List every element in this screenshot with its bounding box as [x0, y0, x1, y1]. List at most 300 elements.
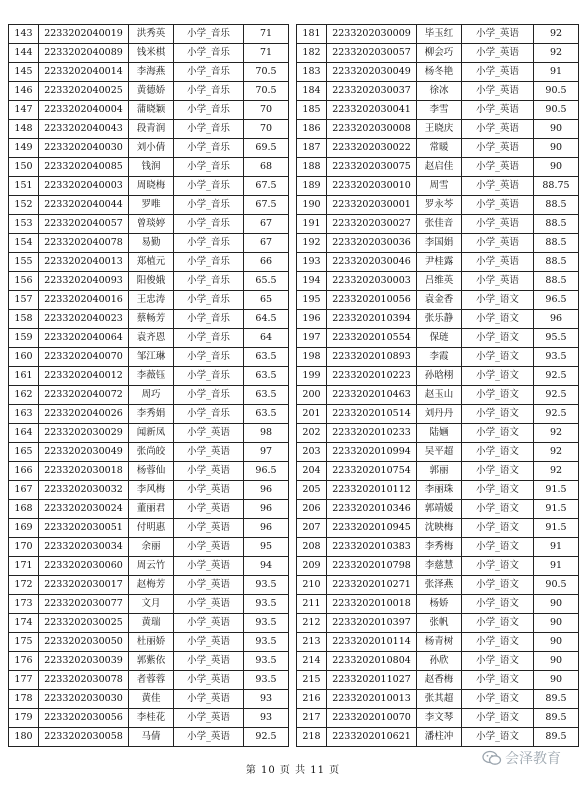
score-cell: 93 [244, 690, 289, 709]
score-table-left [8, 24, 289, 747]
row-number-cell: 201 [297, 405, 327, 424]
score-cell: 93.5 [244, 576, 289, 595]
subject-cell: 小学_英语 [462, 253, 534, 272]
exam-id-cell: 2233202010056 [327, 291, 417, 310]
score-cell: 91 [534, 557, 579, 576]
candidate-name-cell: 黄瑞 [129, 614, 174, 633]
candidate-name-cell: 周晓梅 [129, 177, 174, 196]
candidate-name-cell: 李风梅 [129, 481, 174, 500]
exam-id-cell: 2233202040003 [39, 177, 129, 196]
score-cell: 96 [244, 500, 289, 519]
subject-cell: 小学_语文 [462, 538, 534, 557]
candidate-name-cell: 蔡畅芳 [129, 310, 174, 329]
table-row [297, 101, 579, 120]
subject-cell: 小学_语文 [462, 671, 534, 690]
row-number-cell: 199 [297, 367, 327, 386]
score-cell: 97 [244, 443, 289, 462]
subject-cell: 小学_语文 [462, 424, 534, 443]
subject-cell: 小学_英语 [462, 158, 534, 177]
row-number-cell: 173 [9, 595, 39, 614]
score-cell: 70.5 [244, 82, 289, 101]
row-number-cell: 149 [9, 139, 39, 158]
subject-cell: 小学_英语 [174, 481, 244, 500]
candidate-name-cell: 李国娟 [417, 234, 462, 253]
subject-cell: 小学_语文 [462, 462, 534, 481]
table-row [297, 538, 579, 557]
row-number-cell: 145 [9, 63, 39, 82]
row-number-cell: 161 [9, 367, 39, 386]
table-row [9, 215, 289, 234]
row-number-cell: 187 [297, 139, 327, 158]
score-cell: 92 [534, 44, 579, 63]
candidate-name-cell: 董丽君 [129, 500, 174, 519]
subject-cell: 小学_音乐 [174, 158, 244, 177]
exam-id-cell: 2233202040043 [39, 120, 129, 139]
table-row [297, 386, 579, 405]
row-number-cell: 174 [9, 614, 39, 633]
exam-id-cell: 2233202040026 [39, 405, 129, 424]
exam-id-cell: 2233202040044 [39, 196, 129, 215]
table-row [297, 158, 579, 177]
score-cell: 66 [244, 253, 289, 272]
subject-cell: 小学_语文 [462, 633, 534, 652]
subject-cell: 小学_语文 [462, 690, 534, 709]
subject-cell: 小学_英语 [174, 652, 244, 671]
subject-cell: 小学_英语 [174, 709, 244, 728]
row-number-cell: 217 [297, 709, 327, 728]
candidate-name-cell: 李海燕 [129, 63, 174, 82]
row-number-cell: 178 [9, 690, 39, 709]
subject-cell: 小学_英语 [174, 671, 244, 690]
subject-cell: 小学_英语 [174, 633, 244, 652]
candidate-name-cell: 郭靖媛 [417, 500, 462, 519]
subject-cell: 小学_音乐 [174, 310, 244, 329]
subject-cell: 小学_音乐 [174, 348, 244, 367]
exam-id-cell: 2233202030049 [327, 63, 417, 82]
candidate-name-cell: 潘柱冲 [417, 728, 462, 747]
exam-id-cell: 2233202040078 [39, 234, 129, 253]
subject-cell: 小学_英语 [174, 500, 244, 519]
subject-cell: 小学_英语 [462, 63, 534, 82]
table-row [9, 728, 289, 747]
exam-id-cell: 2233202040025 [39, 82, 129, 101]
exam-id-cell: 2233202010018 [327, 595, 417, 614]
exam-id-cell: 2233202030037 [327, 82, 417, 101]
exam-id-cell: 2233202010798 [327, 557, 417, 576]
row-number-cell: 167 [9, 481, 39, 500]
exam-id-cell: 2233202030009 [327, 25, 417, 44]
row-number-cell: 155 [9, 253, 39, 272]
score-cell: 90.5 [534, 101, 579, 120]
table-row [297, 462, 579, 481]
subject-cell: 小学_英语 [174, 424, 244, 443]
candidate-name-cell: 刘小倩 [129, 139, 174, 158]
exam-id-cell: 2233202030050 [39, 633, 129, 652]
table-row [9, 63, 289, 82]
subject-cell: 小学_英语 [462, 139, 534, 158]
table-row [9, 424, 289, 443]
score-cell: 90 [534, 614, 579, 633]
score-cell: 96 [244, 481, 289, 500]
score-cell: 92 [534, 25, 579, 44]
candidate-name-cell: 郑植元 [129, 253, 174, 272]
candidate-name-cell: 闻新凤 [129, 424, 174, 443]
table-row [9, 329, 289, 348]
candidate-name-cell: 周雪 [417, 177, 462, 196]
row-number-cell: 192 [297, 234, 327, 253]
subject-cell: 小学_音乐 [174, 120, 244, 139]
score-table-right [296, 24, 579, 747]
row-number-cell: 183 [297, 63, 327, 82]
table-row [297, 120, 579, 139]
table-row [297, 196, 579, 215]
row-number-cell: 208 [297, 538, 327, 557]
table-row [9, 652, 289, 671]
exam-id-cell: 2233202030077 [39, 595, 129, 614]
row-number-cell: 176 [9, 652, 39, 671]
candidate-name-cell: 余丽 [129, 538, 174, 557]
score-cell: 88.5 [534, 196, 579, 215]
row-number-cell: 218 [297, 728, 327, 747]
candidate-name-cell: 杨冬艳 [417, 63, 462, 82]
candidate-name-cell: 李雪 [417, 101, 462, 120]
candidate-name-cell: 张泽燕 [417, 576, 462, 595]
subject-cell: 小学_音乐 [174, 405, 244, 424]
row-number-cell: 190 [297, 196, 327, 215]
score-cell: 91.5 [534, 500, 579, 519]
score-cell: 64 [244, 329, 289, 348]
score-table-right-body [297, 25, 579, 747]
row-number-cell: 212 [297, 614, 327, 633]
table-row [297, 139, 579, 158]
table-row [9, 291, 289, 310]
candidate-name-cell: 杨青树 [417, 633, 462, 652]
score-cell: 96.5 [244, 462, 289, 481]
candidate-name-cell: 赵玉山 [417, 386, 462, 405]
wechat-icon [482, 750, 502, 766]
subject-cell: 小学_英语 [462, 272, 534, 291]
score-cell: 90 [534, 139, 579, 158]
candidate-name-cell: 马倩 [129, 728, 174, 747]
table-row [9, 481, 289, 500]
subject-cell: 小学_语文 [462, 348, 534, 367]
subject-cell: 小学_英语 [462, 177, 534, 196]
row-number-cell: 194 [297, 272, 327, 291]
row-number-cell: 157 [9, 291, 39, 310]
table-row [9, 367, 289, 386]
subject-cell: 小学_英语 [462, 120, 534, 139]
exam-id-cell: 2233202030078 [39, 671, 129, 690]
score-cell: 67 [244, 234, 289, 253]
subject-cell: 小学_语文 [462, 443, 534, 462]
score-cell: 89.5 [534, 728, 579, 747]
score-cell: 94 [244, 557, 289, 576]
candidate-name-cell: 郭紫依 [129, 652, 174, 671]
subject-cell: 小学_英语 [462, 101, 534, 120]
row-number-cell: 216 [297, 690, 327, 709]
subject-cell: 小学_语文 [462, 614, 534, 633]
subject-cell: 小学_音乐 [174, 25, 244, 44]
score-cell: 68 [244, 158, 289, 177]
score-cell: 93.5 [534, 348, 579, 367]
candidate-name-cell: 钱米棋 [129, 44, 174, 63]
exam-id-cell: 2233202010013 [327, 690, 417, 709]
table-row [297, 405, 579, 424]
subject-cell: 小学_音乐 [174, 63, 244, 82]
exam-id-cell: 2233202010945 [327, 519, 417, 538]
score-cell: 89.5 [534, 690, 579, 709]
table-row [9, 196, 289, 215]
exam-id-cell: 2233202040057 [39, 215, 129, 234]
score-cell: 65.5 [244, 272, 289, 291]
table-row [9, 614, 289, 633]
row-number-cell: 205 [297, 481, 327, 500]
candidate-name-cell: 郭丽 [417, 462, 462, 481]
score-cell: 90 [534, 595, 579, 614]
score-cell: 90 [534, 633, 579, 652]
table-row [297, 272, 579, 291]
score-cell: 95.5 [534, 329, 579, 348]
row-number-cell: 159 [9, 329, 39, 348]
subject-cell: 小学_语文 [462, 728, 534, 747]
table-row [9, 348, 289, 367]
exam-id-cell: 2233202040016 [39, 291, 129, 310]
row-number-cell: 156 [9, 272, 39, 291]
exam-id-cell: 2233202010514 [327, 405, 417, 424]
score-cell: 92.5 [534, 386, 579, 405]
table-row [297, 728, 579, 747]
subject-cell: 小学_语文 [462, 386, 534, 405]
table-row [9, 671, 289, 690]
score-cell: 88.5 [534, 272, 579, 291]
exam-id-cell: 2233202030029 [39, 424, 129, 443]
row-number-cell: 215 [297, 671, 327, 690]
score-cell: 71 [244, 44, 289, 63]
row-number-cell: 162 [9, 386, 39, 405]
candidate-name-cell: 张佳音 [417, 215, 462, 234]
exam-id-cell: 2233202030001 [327, 196, 417, 215]
table-row [9, 690, 289, 709]
exam-id-cell: 2233202030027 [327, 215, 417, 234]
table-row [9, 557, 289, 576]
subject-cell: 小学_音乐 [174, 82, 244, 101]
row-number-cell: 188 [297, 158, 327, 177]
row-number-cell: 189 [297, 177, 327, 196]
score-cell: 96 [244, 519, 289, 538]
subject-cell: 小学_音乐 [174, 386, 244, 405]
exam-id-cell: 2233202030018 [39, 462, 129, 481]
row-number-cell: 147 [9, 101, 39, 120]
subject-cell: 小学_音乐 [174, 329, 244, 348]
candidate-name-cell: 杜丽娇 [129, 633, 174, 652]
subject-cell: 小学_英语 [462, 82, 534, 101]
candidate-name-cell: 张其超 [417, 690, 462, 709]
exam-id-cell: 2233202010383 [327, 538, 417, 557]
table-row [9, 44, 289, 63]
row-number-cell: 203 [297, 443, 327, 462]
row-number-cell: 202 [297, 424, 327, 443]
subject-cell: 小学_音乐 [174, 177, 244, 196]
exam-id-cell: 2233202030057 [327, 44, 417, 63]
score-cell: 93.5 [244, 595, 289, 614]
subject-cell: 小学_英语 [462, 234, 534, 253]
candidate-name-cell: 李慈慧 [417, 557, 462, 576]
table-row [9, 443, 289, 462]
table-row [297, 215, 579, 234]
candidate-name-cell: 洪秀英 [129, 25, 174, 44]
exam-id-cell: 2233202040089 [39, 44, 129, 63]
subject-cell: 小学_音乐 [174, 253, 244, 272]
row-number-cell: 165 [9, 443, 39, 462]
candidate-name-cell: 柳会巧 [417, 44, 462, 63]
row-number-cell: 196 [297, 310, 327, 329]
exam-id-cell: 2233202030075 [327, 158, 417, 177]
candidate-name-cell: 孙晗栩 [417, 367, 462, 386]
score-cell: 89.5 [534, 709, 579, 728]
table-row [9, 405, 289, 424]
row-number-cell: 160 [9, 348, 39, 367]
exam-id-cell: 2233202030049 [39, 443, 129, 462]
exam-id-cell: 2233202040085 [39, 158, 129, 177]
candidate-name-cell: 杨蓉仙 [129, 462, 174, 481]
row-number-cell: 175 [9, 633, 39, 652]
exam-id-cell: 2233202030051 [39, 519, 129, 538]
table-row [297, 709, 579, 728]
candidate-name-cell: 段青润 [129, 120, 174, 139]
row-number-cell: 158 [9, 310, 39, 329]
score-cell: 90.5 [534, 82, 579, 101]
score-cell: 91.5 [534, 481, 579, 500]
exam-id-cell: 2233202010621 [327, 728, 417, 747]
table-row [297, 614, 579, 633]
table-row [9, 595, 289, 614]
row-number-cell: 177 [9, 671, 39, 690]
row-number-cell: 153 [9, 215, 39, 234]
row-number-cell: 151 [9, 177, 39, 196]
exam-id-cell: 2233202010893 [327, 348, 417, 367]
exam-id-cell: 2233202040012 [39, 367, 129, 386]
exam-id-cell: 2233202011027 [327, 671, 417, 690]
candidate-name-cell: 孙欣 [417, 652, 462, 671]
page-footer: 第 10 页 共 11 页 [245, 765, 341, 776]
candidate-name-cell: 罗永芩 [417, 196, 462, 215]
table-row [297, 44, 579, 63]
score-cell: 93 [244, 709, 289, 728]
table-row [297, 424, 579, 443]
table-row [297, 348, 579, 367]
exam-id-cell: 2233202040013 [39, 253, 129, 272]
exam-id-cell: 2233202010114 [327, 633, 417, 652]
table-row [9, 25, 289, 44]
score-cell: 67 [244, 215, 289, 234]
row-number-cell: 164 [9, 424, 39, 443]
exam-id-cell: 2233202030010 [327, 177, 417, 196]
row-number-cell: 148 [9, 120, 39, 139]
exam-id-cell: 2233202030036 [327, 234, 417, 253]
subject-cell: 小学_语文 [462, 367, 534, 386]
subject-cell: 小学_英语 [174, 462, 244, 481]
score-cell: 98 [244, 424, 289, 443]
score-cell: 95 [244, 538, 289, 557]
exam-id-cell: 2233202010394 [327, 310, 417, 329]
score-cell: 90 [534, 158, 579, 177]
row-number-cell: 184 [297, 82, 327, 101]
row-number-cell: 181 [297, 25, 327, 44]
candidate-name-cell: 毕玉红 [417, 25, 462, 44]
exam-id-cell: 2233202030024 [39, 500, 129, 519]
watermark [482, 748, 561, 768]
score-cell: 92 [534, 443, 579, 462]
exam-id-cell: 2233202010346 [327, 500, 417, 519]
table-row [9, 177, 289, 196]
exam-id-cell: 2233202030003 [327, 272, 417, 291]
table-row [297, 652, 579, 671]
exam-id-cell: 2233202040023 [39, 310, 129, 329]
exam-id-cell: 2233202040014 [39, 63, 129, 82]
row-number-cell: 200 [297, 386, 327, 405]
candidate-name-cell: 刘丹丹 [417, 405, 462, 424]
candidate-name-cell: 黄德娇 [129, 82, 174, 101]
table-row [9, 462, 289, 481]
exam-id-cell: 2233202010233 [327, 424, 417, 443]
score-cell: 96.5 [534, 291, 579, 310]
exam-id-cell: 2233202030039 [39, 652, 129, 671]
candidate-name-cell: 钱润 [129, 158, 174, 177]
table-row [297, 481, 579, 500]
candidate-name-cell: 保琏 [417, 329, 462, 348]
candidate-name-cell: 周云竹 [129, 557, 174, 576]
row-number-cell: 169 [9, 519, 39, 538]
exam-id-cell: 2233202030058 [39, 728, 129, 747]
candidate-name-cell: 者蓉蓉 [129, 671, 174, 690]
row-number-cell: 185 [297, 101, 327, 120]
subject-cell: 小学_语文 [462, 291, 534, 310]
score-cell: 63.5 [244, 348, 289, 367]
candidate-name-cell: 赵梅芳 [129, 576, 174, 595]
table-row [297, 234, 579, 253]
row-number-cell: 180 [9, 728, 39, 747]
candidate-name-cell: 阳俊娥 [129, 272, 174, 291]
exam-id-cell: 2233202010397 [327, 614, 417, 633]
row-number-cell: 211 [297, 595, 327, 614]
row-number-cell: 172 [9, 576, 39, 595]
subject-cell: 小学_音乐 [174, 44, 244, 63]
candidate-name-cell: 常暖 [417, 139, 462, 158]
score-cell: 64.5 [244, 310, 289, 329]
score-table-left-body [9, 25, 289, 747]
candidate-name-cell: 李秀梅 [417, 538, 462, 557]
table-row [9, 272, 289, 291]
table-row [297, 443, 579, 462]
exam-id-cell: 2233202040070 [39, 348, 129, 367]
table-row [297, 82, 579, 101]
score-cell: 93.5 [244, 652, 289, 671]
candidate-name-cell: 吴平超 [417, 443, 462, 462]
row-number-cell: 163 [9, 405, 39, 424]
watermark-text: 会泽教育 [505, 751, 561, 767]
exam-id-cell: 2233202040004 [39, 101, 129, 120]
score-cell: 70 [244, 120, 289, 139]
row-number-cell: 206 [297, 500, 327, 519]
exam-id-cell: 2233202010112 [327, 481, 417, 500]
exam-id-cell: 2233202030034 [39, 538, 129, 557]
score-cell: 90 [534, 120, 579, 139]
score-cell: 88.5 [534, 215, 579, 234]
exam-id-cell: 2233202010271 [327, 576, 417, 595]
subject-cell: 小学_英语 [174, 614, 244, 633]
candidate-name-cell: 李文琴 [417, 709, 462, 728]
exam-id-cell: 2233202010554 [327, 329, 417, 348]
